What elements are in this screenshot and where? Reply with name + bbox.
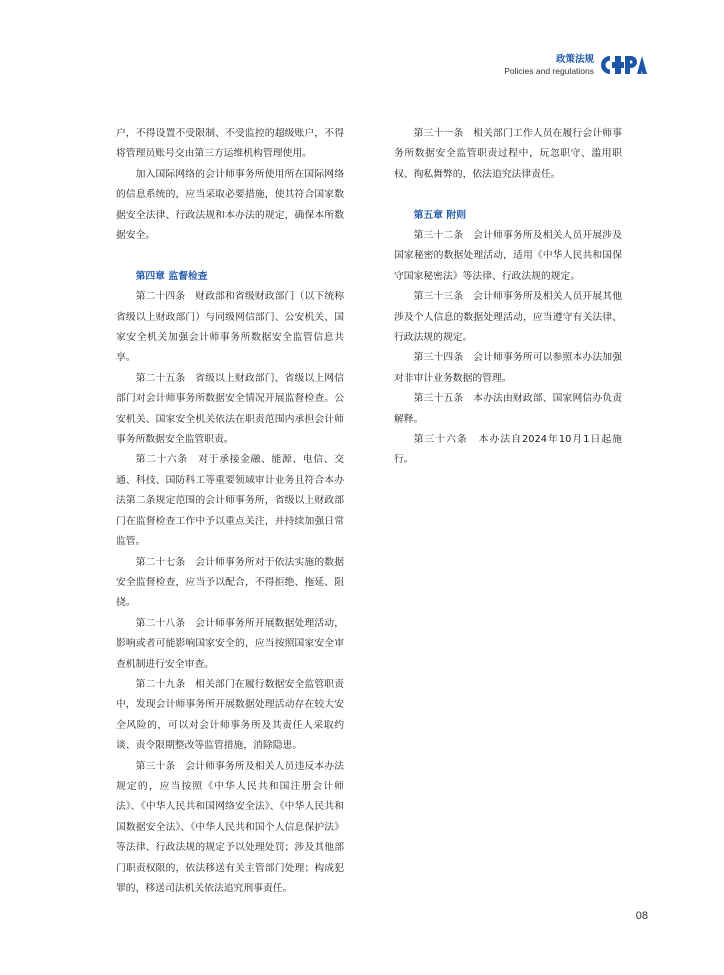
chapter-5-heading: 第五章 附则 [413,209,466,221]
page-header [504,52,648,78]
paragraph: 户，不得设置不受限制、不受监控的超级账户，不得将管理员账号交由第三方运维机构管理使用。 [116,128,344,160]
section-subtitle: Policies and regulations [504,65,594,76]
page-number: 08 [635,910,648,922]
header-text [504,54,594,77]
cicpa-logo-icon [600,53,648,77]
article-27: 第二十七条 会计师事务所对于依法实施的数据安全监督检查，应当予以配合，不得拒绝、拖延、阻挠。 [116,556,344,609]
article-26: 第二十六条 对于承接金融、能源、电信、交通、科技、国防科工等重要领域审计业务且符合本办法第二条规定范围的会计师事务所，省级以上财政部门在监督检查工作中予以重点关注，并持续加强日常监管。 [116,454,344,548]
right-column [394,124,622,471]
left-column [116,124,344,899]
section-title: 政策法规 [555,53,594,65]
article-25: 第二十五条 省级以上财政部门、省级以上网信部门对会计师事务所数据安全情况开展监督检查。公安机关、国家安全机关依法在职责范围内承担会计师事务所数据安全监管职责。 [116,372,344,446]
article-24: 第二十四条 财政部和省级财政部门（以下统称省级以上财政部门）与同级网信部门、公安机关、国家安全机关加强会计师事务所数据安全监管信息共享。 [116,291,344,364]
article-33: 第三十三条 会计师事务所及相关人员开展其他涉及个人信息的数据处理活动，应当遵守有关法律、行政法规的规定。 [394,291,622,344]
article-29: 第二十九条 相关部门在履行数据安全监管职责中，发现会计师事务所开展数据处理活动存在较大安全风险的，可以对会计师事务所及其责任人采取约谈、责令限期整改等监管措施，消除隐患。 [116,678,344,752]
article-32: 第三十二条 会计师事务所及相关人员开展涉及国家秘密的数据处理活动，适用《中华人民共和国保守国家秘密法》等法律、行政法规的规定。 [394,230,622,282]
chapter-4-heading: 第四章 监督检查 [135,270,208,282]
paragraph: 加入国际网络的会计师事务所使用所在国际网络的信息系统的，应当采取必要措施，使其符合国家数据安全法律、行政法规和本办法的规定，确保本所数据安全。 [116,168,344,242]
article-36: 第三十六条 本办法自2024年10月1日起施行。 [394,434,622,466]
article-35: 第三十五条 本办法由财政部、国家网信办负责解释。 [394,393,622,425]
article-30: 第三十条 会计师事务所及相关人员违反本办法规定的，应当按照《中华人民共和国注册会计师法》、《中华人民共和国网络安全法》、《中华人民共和国数据安全法》、《中华人民共和国个人信息保护法》等法律、行政法规的规定予以处理处罚；涉及其他部门职责权限的，依法移送有关主管部门处理；构成犯罪的，移送司法机关依法追究刑事责任。 [116,760,344,895]
article-28: 第二十八条 会计师事务所开展数据处理活动，影响或者可能影响国家安全的，应当按照国家安全审查机制进行安全审查。 [116,617,344,670]
article-31: 第三十一条 相关部门工作人员在履行会计师事务所数据安全监管职责过程中，玩忽职守、滥用职权、徇私舞弊的，依法追究法律责任。 [394,128,622,180]
article-34: 第三十四条 会计师事务所可以参照本办法加强对非审计业务数据的管理。 [394,352,622,384]
